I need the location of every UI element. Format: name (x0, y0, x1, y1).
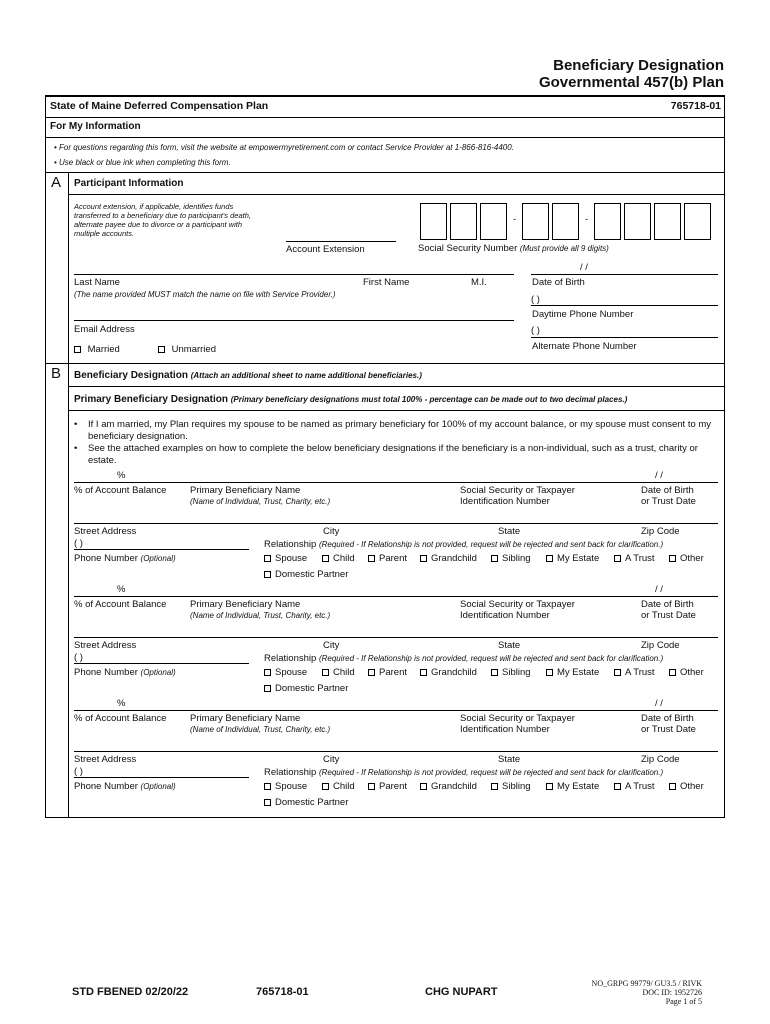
checkbox-icon[interactable] (614, 783, 621, 790)
checkbox-icon[interactable] (322, 783, 329, 790)
zip-label: Zip Code (641, 640, 680, 651)
alt-phone-paren: ( ) (531, 325, 540, 336)
bene-dob-slashes: / / (655, 698, 663, 709)
section-a-letter: A (51, 174, 62, 191)
relationship-option[interactable]: Other (669, 781, 704, 792)
relationship-option[interactable]: Parent (368, 667, 407, 678)
name-note: (The name provided MUST match the name on file with Service Provider.) (74, 290, 336, 299)
beneficiary-name-note: (Name of Individual, Trust, Charity, etc.) (190, 611, 331, 620)
ssn-digit-box[interactable] (654, 203, 681, 240)
primary-heading: Primary Beneficiary Designation (Primary beneficiary designations must total 100% - percentage can be made out to two decimal places.) (74, 394, 628, 405)
checkbox-icon[interactable] (546, 783, 553, 790)
dob-trust-label-2: or Trust Date (641, 496, 696, 507)
footer-ref-1: NO_GRPG 99779/ GU3.5 / RIVK (591, 979, 702, 988)
dob-trust-label-1: Date of Birth (641, 485, 694, 496)
relationship-option[interactable]: Parent (368, 781, 407, 792)
info-heading: For My Information (50, 121, 141, 132)
beneficiary-line-field[interactable] (74, 482, 718, 483)
relationship-option[interactable]: Child (322, 781, 355, 792)
mi-label: M.I. (471, 277, 487, 288)
checkbox-icon[interactable] (158, 346, 165, 353)
section-b-letter: B (51, 365, 62, 382)
relationship-option[interactable]: Spouse (264, 781, 307, 792)
phone-field[interactable] (74, 777, 249, 778)
checkbox-icon[interactable] (264, 783, 271, 790)
ssn-digit-box[interactable] (480, 203, 507, 240)
percent-sign: % (117, 470, 126, 481)
relationship-label: Relationship (Required - If Relationship is not provided, request will be rejected and sent back for clarification.) (264, 653, 664, 664)
form-title (539, 57, 724, 91)
tin-label-2: Identification Number (460, 724, 550, 735)
relationship-option[interactable]: Grandchild (420, 667, 477, 678)
tin-label-1: Social Security or Taxpayer (460, 599, 575, 610)
relationship-option[interactable]: My Estate (546, 781, 599, 792)
form-title-line1: Beneficiary Designation (553, 57, 724, 74)
checkbox-icon[interactable] (491, 555, 498, 562)
footer-ref-2: DOC ID: 1952726 (642, 988, 702, 997)
bene-dob-slashes: / / (655, 584, 663, 595)
name-field[interactable] (74, 274, 514, 275)
checkbox-icon[interactable] (669, 669, 676, 676)
relationship-option[interactable]: My Estate (546, 553, 599, 564)
relationship-option[interactable]: Spouse (264, 667, 307, 678)
relationship-option[interactable]: My Estate (546, 667, 599, 678)
relationship-option[interactable]: Sibling (491, 781, 531, 792)
plan-number: 765718-01 (670, 100, 721, 112)
phone-paren: ( ) (74, 766, 83, 777)
street-label: Street Address (74, 640, 137, 651)
alt-phone-field[interactable] (531, 337, 718, 338)
relationship-option[interactable]: Other (669, 667, 704, 678)
checkbox-icon[interactable] (264, 555, 271, 562)
relationship-option[interactable]: Parent (368, 553, 407, 564)
relationship-option[interactable]: Child (322, 667, 355, 678)
tin-label-2: Identification Number (460, 610, 550, 621)
percent-sign: % (117, 698, 126, 709)
plan-name: State of Maine Deferred Compensation Plan (50, 100, 269, 112)
checkbox-icon[interactable] (546, 669, 553, 676)
unmarried-option[interactable]: Unmarried (158, 344, 216, 355)
tin-label-1: Social Security or Taxpayer (460, 713, 575, 724)
relationship-option-domestic[interactable]: Domestic Partner (264, 797, 348, 808)
checkbox-icon[interactable] (420, 555, 427, 562)
phone-label: Phone Number (Optional) (74, 667, 176, 678)
phone-label: Phone Number (Optional) (74, 553, 176, 564)
ssn-digit-box[interactable] (420, 203, 447, 240)
pct-balance-label: % of Account Balance (74, 485, 167, 496)
dob-slashes: / / (580, 262, 588, 273)
checkbox-icon[interactable] (264, 669, 271, 676)
ssn-digit-box[interactable] (624, 203, 651, 240)
ssn-digit-box[interactable] (522, 203, 549, 240)
alt-phone-label: Alternate Phone Number (532, 341, 637, 352)
tin-label-2: Identification Number (460, 496, 550, 507)
section-a-heading: Participant Information (74, 178, 184, 189)
daytime-phone-paren: ( ) (531, 294, 540, 305)
checkbox-icon[interactable] (264, 685, 271, 692)
relationship-option[interactable]: A Trust (614, 781, 655, 792)
footer-page: Page 1 of 5 (665, 997, 702, 1006)
phone-paren: ( ) (74, 538, 83, 549)
relationship-option[interactable]: Sibling (491, 667, 531, 678)
relationship-option-domestic[interactable]: Domestic Partner (264, 569, 348, 580)
checkbox-icon[interactable] (74, 346, 81, 353)
street-label: Street Address (74, 526, 137, 537)
footer-form-code: STD FBENED 02/20/22 (72, 986, 189, 998)
relationship-label: Relationship (Required - If Relationship is not provided, request will be rejected and sent back for clarification.) (264, 539, 664, 550)
checkbox-icon[interactable] (669, 783, 676, 790)
ssn-digit-box[interactable] (450, 203, 477, 240)
relationship-option[interactable]: Sibling (491, 553, 531, 564)
relationship-option[interactable]: Grandchild (420, 553, 477, 564)
beneficiary-name-label: Primary Beneficiary Name (190, 713, 301, 724)
relationship-option[interactable]: A Trust (614, 553, 655, 564)
city-label: City (323, 640, 340, 651)
footer-ref (592, 979, 702, 1006)
checkbox-icon[interactable] (614, 555, 621, 562)
daytime-phone-label: Daytime Phone Number (532, 309, 634, 320)
ssn-digit-box[interactable] (552, 203, 579, 240)
checkbox-icon[interactable] (546, 555, 553, 562)
phone-field[interactable] (74, 663, 249, 664)
street-label: Street Address (74, 754, 137, 765)
relationship-option[interactable]: Grandchild (420, 781, 477, 792)
first-name-label: First Name (363, 277, 410, 288)
form-title-line2: Governmental 457(b) Plan (538, 74, 724, 91)
checkbox-icon[interactable] (669, 555, 676, 562)
relationship-label: Relationship (Required - If Relationship is not provided, request will be rejected and sent back for clarification.) (264, 767, 664, 778)
relationship-option[interactable]: A Trust (614, 667, 655, 678)
beneficiary-name-note: (Name of Individual, Trust, Charity, etc.) (190, 725, 331, 734)
city-label: City (323, 526, 340, 537)
account-extension-note: Account extension, if applicable, identifies funds transferred to a beneficiary due to participant's death, alternate payee due to divorce or a participant with multiple accounts. (74, 202, 251, 238)
email-label: Email Address (74, 324, 135, 335)
checkbox-icon[interactable] (491, 783, 498, 790)
section-b-bullet-1: • If I am married, my Plan requires my spouse to be named as primary beneficiary for 100% of my account balance, or my spouse must consent to my beneficiary designation. (74, 419, 712, 442)
dob-trust-label-1: Date of Birth (641, 713, 694, 724)
checkbox-icon[interactable] (368, 555, 375, 562)
checkbox-icon[interactable] (368, 783, 375, 790)
beneficiary-line-field[interactable] (74, 710, 718, 711)
beneficiary-name-label: Primary Beneficiary Name (190, 485, 301, 496)
phone-field[interactable] (74, 549, 249, 550)
city-label: City (323, 754, 340, 765)
checkbox-icon[interactable] (420, 669, 427, 676)
phone-paren: ( ) (74, 652, 83, 663)
dob-label: Date of Birth (532, 277, 585, 288)
address-line-field[interactable] (74, 523, 718, 524)
checkbox-icon[interactable] (264, 799, 271, 806)
beneficiary-name-note: (Name of Individual, Trust, Charity, etc.) (190, 497, 331, 506)
ssn-digit-box[interactable] (684, 203, 711, 240)
dob-field[interactable] (531, 274, 718, 275)
last-name-label: Last Name (74, 277, 120, 288)
ssn-label: Social Security Number (Must provide all 9 digits) (418, 243, 609, 254)
checkbox-icon[interactable] (420, 783, 427, 790)
ssn-dash: - (585, 214, 589, 225)
phone-label: Phone Number (Optional) (74, 781, 176, 792)
address-line-field[interactable] (74, 637, 718, 638)
relationship-option[interactable]: Spouse (264, 553, 307, 564)
relationship-option[interactable]: Other (669, 553, 704, 564)
state-label: State (498, 754, 521, 765)
beneficiary-line-field[interactable] (74, 596, 718, 597)
dob-trust-label-2: or Trust Date (641, 724, 696, 735)
footer-plan-number: 765718-01 (256, 986, 309, 998)
state-label: State (498, 640, 521, 651)
section-b-heading: Beneficiary Designation (Attach an additional sheet to name additional beneficiaries.) (74, 370, 422, 381)
pct-balance-label: % of Account Balance (74, 713, 167, 724)
address-line-field[interactable] (74, 751, 718, 752)
dob-trust-label-2: or Trust Date (641, 610, 696, 621)
account-extension-field[interactable] (286, 241, 396, 242)
percent-sign: % (117, 584, 126, 595)
married-option[interactable]: Married (74, 344, 120, 355)
checkbox-icon[interactable] (264, 571, 271, 578)
relationship-option[interactable]: Child (322, 553, 355, 564)
state-label: State (498, 526, 521, 537)
relationship-option-domestic[interactable]: Domestic Partner (264, 683, 348, 694)
account-extension-label: Account Extension (286, 244, 365, 255)
daytime-phone-field[interactable] (531, 305, 718, 306)
checkbox-icon[interactable] (322, 555, 329, 562)
checkbox-icon[interactable] (368, 669, 375, 676)
info-bullet-1: • For questions regarding this form, visit the website at empowermyretirement.com or contact Service Provider at 1-866-816-4400. (54, 143, 514, 152)
section-b-bullet-2: • See the attached examples on how to complete the below beneficiary designations if the beneficiary is a non-individual, such as a trust, charity or estate. (74, 443, 698, 466)
pct-balance-label: % of Account Balance (74, 599, 167, 610)
zip-label: Zip Code (641, 526, 680, 537)
ssn-digit-box[interactable] (594, 203, 621, 240)
beneficiary-name-label: Primary Beneficiary Name (190, 599, 301, 610)
info-bullet-2: • Use black or blue ink when completing this form. (54, 158, 231, 167)
email-field[interactable] (74, 320, 514, 321)
dob-trust-label-1: Date of Birth (641, 599, 694, 610)
tin-label-1: Social Security or Taxpayer (460, 485, 575, 496)
bene-dob-slashes: / / (655, 470, 663, 481)
checkbox-icon[interactable] (322, 669, 329, 676)
footer-chg: CHG NUPART (425, 986, 498, 998)
ssn-dash: - (513, 214, 517, 225)
zip-label: Zip Code (641, 754, 680, 765)
checkbox-icon[interactable] (614, 669, 621, 676)
checkbox-icon[interactable] (491, 669, 498, 676)
